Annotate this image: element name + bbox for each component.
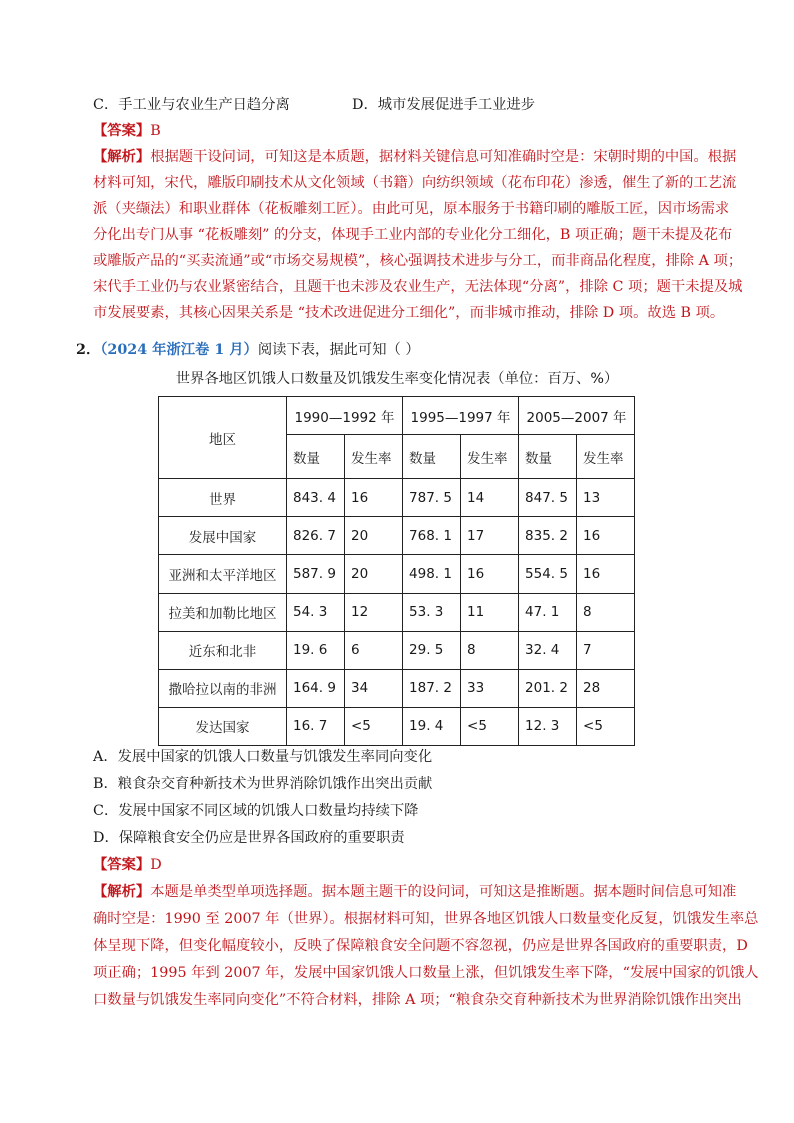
table-cell: 29. 5 (403, 631, 461, 669)
option-a: A．发展中国家的饥饿人口数量与饥饿发生率同向变化 (93, 749, 433, 765)
table-row (159, 669, 635, 707)
option-b: B．粮食杂交育种新技术为世界消除饥饿作出突出贡献 (93, 776, 433, 792)
question-2-stem (76, 340, 420, 360)
table-cell: 164. 9 (287, 669, 345, 707)
region-cell: 发展中国家 (159, 517, 287, 555)
answer-line-2 (93, 855, 162, 875)
table-cell: 8 (577, 593, 635, 631)
table-cell: 498. 1 (403, 555, 461, 593)
analysis-2-line-4: 项正确；1995 年到 2007 年，发展中国家饥饿人口数量上涨，但饥饿发生率下降，“发展中国家的饥饿人 (93, 965, 759, 981)
analysis-2-line-3: 体呈现下降，但变化幅度较小，反映了保障粮食安全问题不容忽视，仍应是世界各国政府的重要职责，D (93, 938, 748, 954)
subheader-rate: 发生率 (461, 435, 519, 479)
answer-tag: 【答案】 (93, 123, 151, 139)
table-title: 世界各地区饥饿人口数量及饥饿发生率变化情况表（单位：百万、%） (175, 371, 619, 387)
header-period-3: 2005—2007 年 (519, 397, 635, 435)
table-row (159, 631, 635, 669)
table-cell: 20 (345, 517, 403, 555)
analysis-2-line-5: 口数量与饥饿发生率同向变化”不符合材料，排除 A 项；“粮食杂交育种新技术为世界消除饥饿作出突出 (93, 992, 742, 1008)
option-c: C．手工业与农业生产日趋分离 (93, 97, 290, 113)
table-cell: 8 (461, 631, 519, 669)
region-cell: 发达国家 (159, 707, 287, 745)
table-row (159, 479, 635, 517)
analysis-1-line-2: 材料可知，宋代，雕版印刷技术从文化领域（书籍）向纺织领域（花布印花）渗透，催生了新的工艺流 (93, 175, 737, 191)
table-cell: 12 (345, 593, 403, 631)
table-row (159, 517, 635, 555)
table-cell: 19. 6 (287, 631, 345, 669)
table-cell: 13 (577, 479, 635, 517)
table-cell: 835. 2 (519, 517, 577, 555)
table-cell: 54. 3 (287, 593, 345, 631)
table-cell: 47. 1 (519, 593, 577, 631)
table-cell: 16 (577, 517, 635, 555)
table-cell: 12. 3 (519, 707, 577, 745)
table-cell: 28 (577, 669, 635, 707)
table-cell: 187. 2 (403, 669, 461, 707)
table-cell: 587. 9 (287, 555, 345, 593)
subheader-count: 数量 (519, 435, 577, 479)
question-source: （2024 年浙江卷 1 月） (100, 342, 258, 358)
subheader-rate: 发生率 (577, 435, 635, 479)
analysis-tag: 【解析】 (93, 884, 151, 900)
option-d: D．城市发展促进手工业进步 (352, 97, 536, 113)
option-d: D．保障粮食安全仍应是世界各国政府的重要职责 (93, 830, 405, 846)
analysis-1-line-4: 分化出专门从事 “花板雕刻” 的分支，体现手工业内部的专业化分工细化，B 项正确；题干未提及花布 (93, 227, 733, 243)
question-number: 2． (76, 342, 101, 358)
analysis-1-line-1: 【解析】根据题干设问词，可知这是本质题，据材料关键信息可知准确时空是：宋朝时期的中国。根据 (93, 149, 737, 165)
analysis-2-line-2: 确时空是：1990 至 2007 年（世界）。根据材料可知，世界各地区饥饿人口数量变化反复，饥饿发生率总 (93, 911, 759, 927)
table-cell: 33 (461, 669, 519, 707)
table-cell: 16 (577, 555, 635, 593)
table-cell: 16. 7 (287, 707, 345, 745)
table-cell: 826. 7 (287, 517, 345, 555)
table-cell: 20 (345, 555, 403, 593)
analysis-1-line-5: 或雕版产品的“买卖流通”或“市场交易规模”，核心强调技术进步与分工，而非商品化程度，排除 A 项； (93, 253, 743, 269)
region-cell: 近东和北非 (159, 631, 287, 669)
table-cell: 34 (345, 669, 403, 707)
answer-tag: 【答案】 (93, 857, 151, 873)
answer-line-1 (93, 121, 161, 141)
analysis-tag: 【解析】 (93, 149, 151, 165)
table-cell: 14 (461, 479, 519, 517)
region-cell: 亚洲和太平洋地区 (159, 555, 287, 593)
table-cell: 6 (345, 631, 403, 669)
table-cell: <5 (461, 707, 519, 745)
table-row (159, 555, 635, 593)
answer-value: B (150, 123, 161, 139)
table-cell: 16 (345, 479, 403, 517)
hunger-table (158, 396, 635, 746)
region-cell: 世界 (159, 479, 287, 517)
table-cell: 53. 3 (403, 593, 461, 631)
table-cell: 787. 5 (403, 479, 461, 517)
table-cell: 554. 5 (519, 555, 577, 593)
table-cell: 16 (461, 555, 519, 593)
analysis-1-line-6: 宋代手工业仍与农业紧密结合，且题干也未涉及农业生产，无法体现“分离”，排除 C 项；题干未提及城 (93, 279, 743, 295)
header-region: 地区 (159, 397, 287, 479)
table-cell: 768. 1 (403, 517, 461, 555)
option-c: C．发展中国家不同区域的饥饿人口数量均持续下降 (93, 803, 419, 819)
analysis-1-line-3: 派（夹缬法）和职业群体（花板雕刻工匠）。由此可见，原本服务于书籍印刷的雕版工匠，因市场需求 (93, 201, 730, 217)
analysis-2-line-1: 【解析】本题是单类型单项选择题。据本题主题干的设问词，可知这是推断题。据本题时间信息可知准 (93, 884, 737, 900)
subheader-rate: 发生率 (345, 435, 403, 479)
table-cell: <5 (577, 707, 635, 745)
analysis-1-line-7: 市发展要素，其核心因果关系是 “技术改进促进分工细化”，而非城市推动，排除 D 项。故选 B 项。 (93, 305, 725, 321)
table-cell: <5 (345, 707, 403, 745)
table-cell: 7 (577, 631, 635, 669)
question-text: 阅读下表，据此可知（ ） (257, 342, 420, 358)
table-cell: 847. 5 (519, 479, 577, 517)
table-cell: 17 (461, 517, 519, 555)
region-cell: 拉美和加勒比地区 (159, 593, 287, 631)
header-period-1: 1990—1992 年 (287, 397, 403, 435)
table-row (159, 593, 635, 631)
subheader-count: 数量 (287, 435, 345, 479)
answer-value: D (150, 857, 162, 873)
table-cell: 11 (461, 593, 519, 631)
table-row (159, 707, 635, 745)
table-cell: 843. 4 (287, 479, 345, 517)
table-cell: 32. 4 (519, 631, 577, 669)
subheader-count: 数量 (403, 435, 461, 479)
region-cell: 撒哈拉以南的非洲 (159, 669, 287, 707)
table-cell: 19. 4 (403, 707, 461, 745)
header-period-2: 1995—1997 年 (403, 397, 519, 435)
table-cell: 201. 2 (519, 669, 577, 707)
